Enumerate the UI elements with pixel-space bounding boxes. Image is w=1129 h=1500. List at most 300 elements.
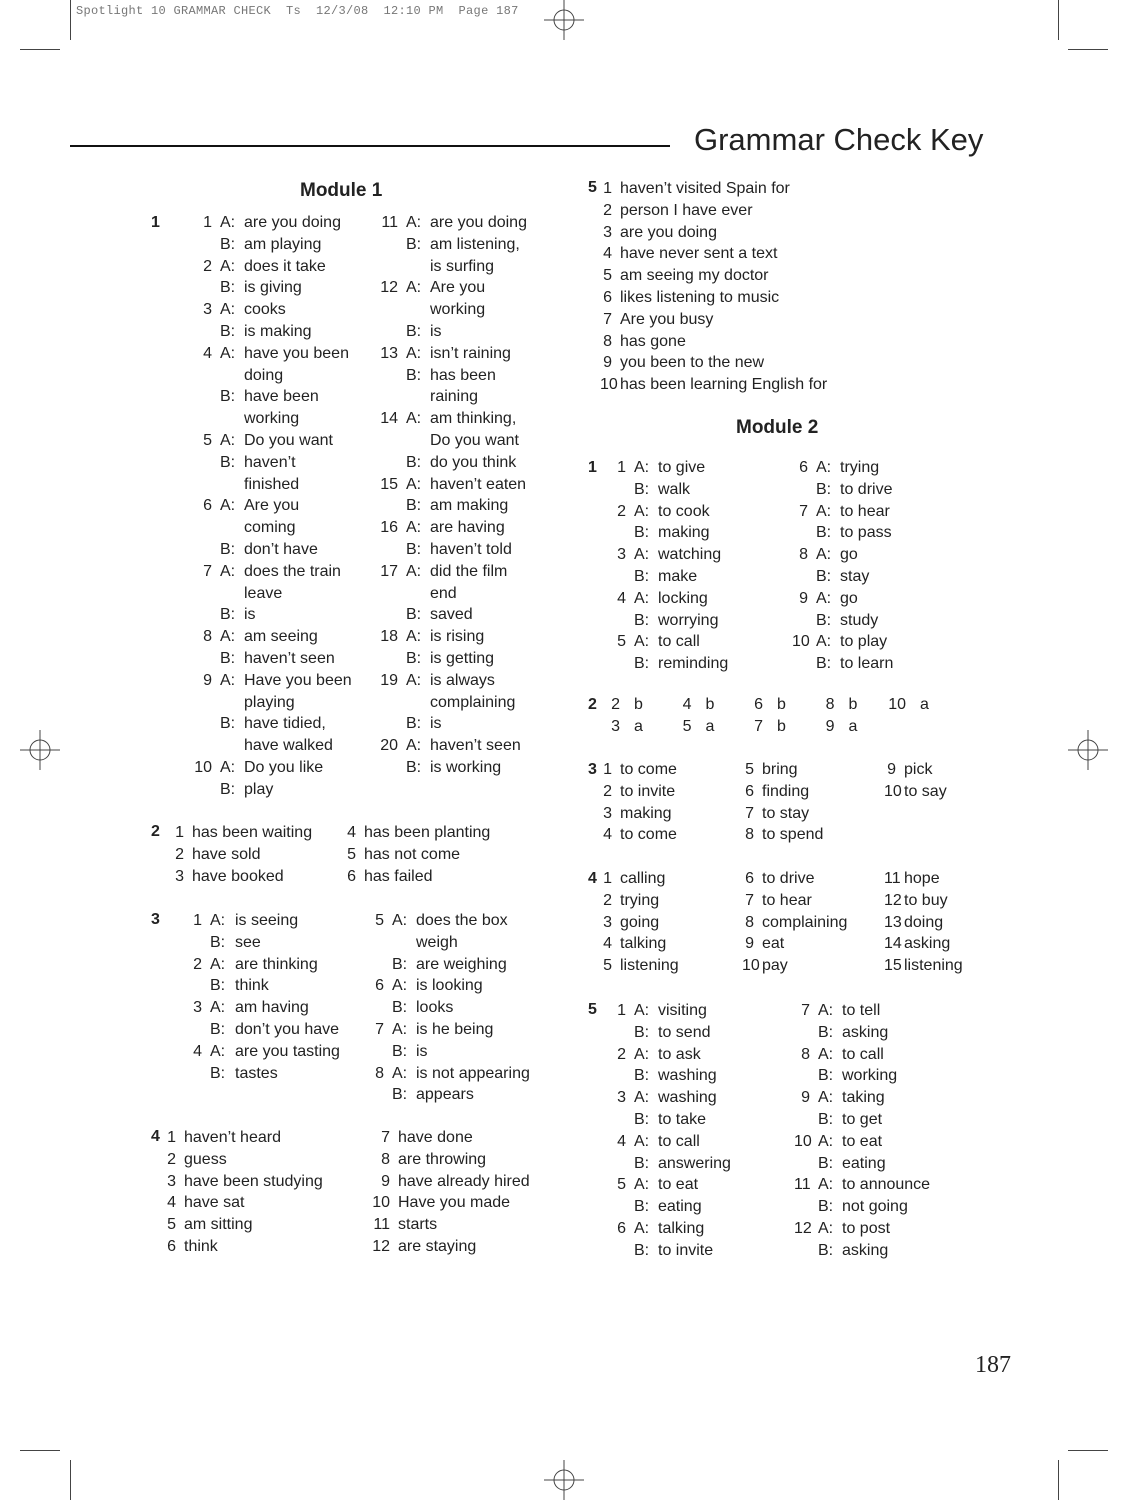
speaker-label: A:	[634, 502, 650, 520]
item-number: 8	[745, 913, 754, 931]
item-number: 12	[372, 1237, 390, 1255]
item-number: 4	[603, 935, 612, 953]
speaker-label: A:	[210, 912, 226, 929]
speaker-label: A:	[818, 1132, 834, 1150]
print-slug: Spotlight 10 GRAMMAR CHECK Ts 12/3/08 12:10 PM Page 187	[76, 4, 519, 18]
item-number: 8	[799, 546, 808, 564]
answer-text: cooks	[244, 301, 286, 319]
answer-text: talking	[658, 1219, 705, 1237]
speaker-label: B:	[406, 540, 422, 558]
module2-ex1-number: 1	[588, 459, 597, 476]
item-number: 6	[603, 288, 612, 306]
answer-text: has been planting	[364, 824, 491, 841]
speaker-label: B:	[634, 655, 650, 673]
answer-text: asking	[842, 1241, 889, 1259]
answer-text: to cook	[658, 502, 710, 520]
answer-text: working	[244, 410, 300, 428]
answer-text: are you doing	[430, 214, 527, 231]
item-number: 13	[380, 344, 398, 362]
answer-text: making	[620, 804, 672, 822]
answer-text: to invite	[658, 1241, 714, 1259]
speaker-label: A:	[818, 1176, 834, 1194]
answer-text: going	[620, 913, 660, 931]
speaker-label: A:	[220, 628, 236, 646]
answer-text: bring	[762, 761, 798, 778]
speaker-label: A:	[406, 344, 422, 362]
item-number: 7	[381, 1129, 390, 1146]
answer-text: to call	[658, 633, 700, 651]
answer-text: washing	[658, 1089, 717, 1107]
item-number: 9	[603, 354, 612, 372]
item-number: 5	[375, 912, 384, 929]
answer-text: answering	[658, 1154, 731, 1172]
answer-text: haven’t seen	[430, 737, 521, 755]
item-number: 9	[381, 1172, 390, 1190]
speaker-label: B:	[634, 1023, 650, 1041]
answer-text: to come	[620, 761, 677, 778]
item-number: 5	[682, 717, 692, 735]
item-number: 6	[745, 870, 754, 887]
speaker-label: A:	[220, 431, 236, 449]
answer-text: has gone	[620, 332, 686, 350]
speaker-label: B:	[210, 933, 226, 951]
speaker-label: B:	[816, 567, 832, 585]
answer-text: eating	[842, 1154, 886, 1172]
answer-text: a	[634, 717, 643, 735]
speaker-label: A:	[406, 737, 422, 755]
item-number: 4	[617, 589, 626, 607]
item-number: 1	[167, 1129, 176, 1146]
answer-text: trying	[620, 891, 660, 909]
answer-text: Have you made	[398, 1194, 511, 1212]
answer-text: have been	[244, 388, 319, 406]
answer-text: to announce	[842, 1176, 931, 1194]
module1-ex1-number: 1	[151, 214, 160, 231]
answer-text: haven’t told	[430, 540, 512, 558]
speaker-label: A:	[406, 519, 422, 537]
registration-mark-icon	[1068, 730, 1108, 770]
answer-text: to say	[904, 782, 947, 800]
answer-text: Do you want	[244, 431, 333, 449]
item-number: 9	[203, 671, 212, 689]
module1-title: Module 1	[300, 180, 383, 201]
crop-mark	[20, 1450, 60, 1451]
speaker-label: B:	[406, 497, 422, 515]
answer-text: a	[848, 717, 858, 735]
module1-ex4-number: 4	[151, 1128, 160, 1145]
answer-text: stay	[840, 567, 870, 585]
answer-text: haven’t seen	[244, 649, 335, 667]
answer-text: b	[848, 696, 858, 713]
answer-text: has not come	[364, 845, 461, 863]
speaker-label: B:	[634, 1067, 650, 1085]
item-number: 5	[347, 845, 356, 863]
speaker-label: A:	[220, 257, 236, 275]
answer-text: you been to the new	[620, 354, 765, 372]
answer-text: is making	[244, 322, 312, 340]
item-number: 11	[884, 870, 901, 887]
answer-text: are having	[430, 519, 505, 537]
speaker-label: A:	[210, 955, 226, 973]
speaker-label: A:	[818, 1002, 834, 1019]
item-number: 6	[799, 459, 808, 476]
answer-text: eating	[658, 1198, 702, 1216]
speaker-label: B:	[818, 1067, 834, 1085]
speaker-label: A:	[634, 1219, 650, 1237]
crop-mark	[70, 1460, 71, 1500]
module1-ex3-number: 3	[151, 911, 160, 928]
answer-text: working	[842, 1067, 898, 1085]
module1-ex2-number: 2	[151, 823, 160, 840]
answer-text: am making	[430, 497, 509, 515]
speaker-label: A:	[816, 633, 832, 651]
answer-text: to stay	[762, 804, 810, 822]
page-title: Grammar Check Key	[694, 122, 984, 157]
module2-ex3-number: 3	[588, 761, 597, 778]
answer-text: have walked	[244, 737, 333, 755]
item-number: 4	[603, 826, 612, 844]
registration-mark-icon	[20, 730, 60, 770]
speaker-label: A:	[220, 344, 236, 362]
item-number: 1	[175, 824, 184, 841]
item-number: 5	[617, 1176, 626, 1194]
item-number: 2	[611, 696, 620, 713]
item-number: 6	[745, 782, 754, 800]
item-number: 2	[603, 891, 612, 909]
speaker-label: B:	[634, 480, 650, 498]
speaker-label: B:	[634, 611, 650, 629]
speaker-label: B:	[220, 388, 236, 406]
answer-text: has been waiting	[192, 824, 313, 841]
speaker-label: A:	[634, 1132, 650, 1150]
answer-text: is he being	[416, 1020, 494, 1038]
item-number: 4	[603, 245, 612, 263]
item-number: 19	[380, 671, 398, 689]
answer-text: pick	[904, 761, 933, 778]
answer-text: are thinking	[235, 955, 318, 973]
answer-text: is	[430, 715, 442, 733]
answer-text: listening	[620, 957, 679, 975]
answer-text: doing	[904, 913, 944, 931]
answer-text: to hear	[840, 502, 890, 520]
speaker-label: A:	[634, 1089, 650, 1107]
answer-text: am seeing my doctor	[620, 267, 769, 285]
item-number: 14	[884, 935, 902, 953]
speaker-label: B:	[392, 1042, 408, 1060]
speaker-label: B:	[210, 1064, 226, 1082]
item-number: 1	[603, 870, 612, 887]
item-number: 7	[603, 310, 612, 328]
answer-text: listening	[904, 957, 963, 975]
answer-text: to give	[658, 459, 706, 476]
item-number: 8	[381, 1150, 390, 1168]
answer-text: am listening,	[430, 235, 520, 253]
speaker-label: B:	[392, 999, 408, 1017]
item-number: 7	[203, 562, 212, 580]
answer-text: have sat	[184, 1194, 245, 1212]
answer-text: doing	[244, 366, 284, 384]
item-number: 4	[167, 1194, 176, 1212]
item-number: 8	[375, 1064, 384, 1082]
answer-text: to ask	[658, 1045, 701, 1063]
answer-text: haven’t eaten	[430, 475, 527, 493]
speaker-label: B:	[220, 453, 236, 471]
answer-text: starts	[398, 1216, 438, 1234]
item-number: 3	[193, 999, 202, 1017]
item-number: 10	[194, 758, 212, 776]
speaker-label: A:	[634, 1045, 650, 1063]
answer-text: does the train	[244, 562, 341, 580]
answer-text: weigh	[416, 933, 458, 951]
answer-text: playing	[244, 693, 295, 711]
item-number: 15	[884, 957, 902, 975]
speaker-label: A:	[634, 1002, 650, 1019]
answer-text: to eat	[658, 1176, 699, 1194]
answer-text: making	[658, 524, 710, 542]
speaker-label: B:	[220, 235, 236, 253]
answer-text: to get	[842, 1110, 883, 1128]
answer-text: to take	[658, 1110, 707, 1128]
module2-ex4-number: 4	[588, 870, 597, 887]
answer-text: is seeing	[235, 912, 299, 929]
speaker-label: A:	[392, 1064, 408, 1082]
crop-mark	[1058, 1460, 1059, 1500]
item-number: 15	[380, 475, 398, 493]
speaker-label: B:	[818, 1241, 834, 1259]
speaker-label: A:	[392, 1020, 408, 1038]
answer-text: asking	[842, 1023, 889, 1041]
speaker-label: A:	[220, 497, 236, 515]
answer-text: person I have ever	[620, 201, 753, 219]
item-number: 2	[193, 955, 202, 973]
answer-text: to call	[842, 1045, 884, 1063]
answer-text: appears	[416, 1086, 474, 1104]
answer-text: to come	[620, 826, 677, 844]
answer-text: finding	[762, 782, 810, 800]
item-number: 6	[375, 977, 384, 995]
item-number: 12	[794, 1219, 812, 1237]
answer-text: a	[920, 696, 929, 713]
answer-text: is getting	[430, 649, 495, 667]
item-number: 1	[603, 180, 612, 197]
speaker-label: A:	[220, 758, 236, 776]
answer-text: think	[235, 977, 269, 995]
speaker-label: B:	[818, 1154, 834, 1172]
answer-text: have tidied,	[244, 715, 326, 733]
item-number: 6	[347, 867, 356, 885]
item-number: 5	[167, 1216, 176, 1234]
answer-text: haven’t heard	[184, 1129, 281, 1146]
speaker-label: B:	[634, 524, 650, 542]
item-number: 4	[203, 344, 212, 362]
item-number: 7	[745, 891, 754, 909]
item-number: 17	[380, 562, 398, 580]
answer-text: Do you want	[430, 431, 519, 449]
answer-text: worrying	[658, 611, 719, 629]
item-number: 20	[380, 737, 398, 755]
item-number: 12	[380, 279, 398, 297]
answer-text: are you doing	[244, 214, 341, 231]
answer-text: am seeing	[244, 628, 318, 646]
answer-text: tastes	[235, 1064, 278, 1082]
answer-text: are weighing	[416, 955, 507, 973]
answer-text: isn’t raining	[430, 344, 511, 362]
speaker-label: A:	[818, 1089, 834, 1107]
answer-text: see	[235, 933, 261, 951]
answer-text: finished	[244, 475, 300, 493]
item-number: 7	[745, 804, 754, 822]
item-number: 2	[203, 257, 212, 275]
answer-text: b	[777, 696, 786, 713]
speaker-label: A:	[634, 589, 650, 607]
speaker-label: B:	[392, 955, 408, 973]
answer-text: saved	[430, 606, 473, 624]
speaker-label: B:	[406, 649, 422, 667]
speaker-label: B:	[818, 1023, 834, 1041]
answer-text: is looking	[416, 977, 483, 995]
answer-text: raining	[430, 388, 479, 406]
speaker-label: B:	[406, 715, 422, 733]
item-number: 12	[884, 891, 902, 909]
answer-text: to spend	[762, 826, 824, 844]
answer-text: to tell	[842, 1002, 881, 1019]
item-number: 1	[193, 912, 202, 929]
item-number: 9	[801, 1089, 810, 1107]
item-number: 4	[617, 1132, 626, 1150]
item-number: 7	[375, 1020, 384, 1038]
item-number: 1	[203, 214, 212, 231]
answer-text: have you been	[244, 344, 349, 362]
answer-text: haven’t	[244, 453, 296, 471]
item-number: 6	[203, 497, 212, 515]
item-number: 3	[603, 223, 612, 241]
answer-text: is always	[430, 671, 495, 689]
answer-text: complaining	[430, 693, 516, 711]
answer-text: walk	[658, 480, 691, 498]
speaker-label: A:	[392, 912, 408, 929]
speaker-label: A:	[210, 1042, 226, 1060]
answer-text: to eat	[842, 1132, 883, 1150]
item-number: 11	[381, 214, 398, 231]
speaker-label: A:	[816, 502, 832, 520]
answer-text: to hear	[762, 891, 812, 909]
item-number: 10	[372, 1194, 390, 1212]
crop-mark	[70, 0, 71, 40]
item-number: 2	[603, 201, 612, 219]
answer-text: a	[705, 717, 715, 735]
speaker-label: A:	[406, 214, 422, 231]
speaker-label: B:	[818, 1198, 834, 1216]
speaker-label: A:	[220, 562, 236, 580]
answer-text: are throwing	[398, 1150, 487, 1168]
speaker-label: A:	[816, 459, 832, 476]
answer-text: leave	[244, 584, 283, 602]
speaker-label: A:	[816, 589, 832, 607]
answer-text: have booked	[192, 867, 284, 885]
answer-text: are staying	[398, 1237, 477, 1255]
item-number: 10	[884, 782, 902, 800]
answer-text: are you tasting	[235, 1042, 340, 1060]
speaker-label: A:	[818, 1045, 834, 1063]
item-number: 5	[203, 431, 212, 449]
item-number: 6	[754, 696, 763, 713]
answer-text: to learn	[840, 655, 894, 673]
speaker-label: A:	[816, 546, 832, 564]
speaker-label: B:	[816, 524, 832, 542]
answer-text: trying	[840, 459, 880, 476]
item-number: 7	[799, 502, 808, 520]
item-number: 1	[617, 1002, 626, 1019]
item-number: 8	[745, 826, 754, 844]
speaker-label: B:	[406, 322, 422, 340]
title-rule	[70, 145, 670, 147]
speaker-label: B:	[220, 540, 236, 558]
speaker-label: A:	[392, 977, 408, 995]
answer-text: locking	[658, 589, 708, 607]
item-number: 2	[167, 1150, 176, 1168]
crop-mark	[1068, 1450, 1108, 1451]
item-number: 3	[617, 546, 626, 564]
answer-text: to buy	[904, 891, 948, 909]
speaker-label: B:	[220, 279, 236, 297]
item-number: 18	[380, 628, 398, 646]
item-number: 4	[682, 696, 692, 713]
answer-text: end	[430, 584, 457, 602]
answer-text: taking	[842, 1089, 885, 1107]
speaker-label: A:	[406, 279, 422, 297]
speaker-label: B:	[634, 1241, 650, 1259]
answer-text: reminding	[658, 655, 729, 673]
item-number: 8	[203, 628, 212, 646]
speaker-label: A:	[406, 410, 422, 428]
item-number: 1	[617, 459, 626, 476]
item-number: 3	[611, 717, 620, 735]
answer-text: is giving	[244, 279, 302, 297]
answer-text: to send	[658, 1023, 711, 1041]
speaker-label: B:	[634, 1154, 650, 1172]
answer-text: have been studying	[184, 1172, 323, 1190]
item-number: 16	[380, 519, 398, 537]
answer-text: did the film	[430, 562, 508, 580]
speaker-label: B:	[816, 611, 832, 629]
speaker-label: A:	[634, 459, 650, 476]
speaker-label: B:	[634, 1198, 650, 1216]
item-number: 3	[603, 804, 612, 822]
answer-text: asking	[904, 935, 951, 953]
speaker-label: A:	[406, 671, 422, 689]
answer-text: likes listening to music	[620, 288, 780, 306]
answer-text: does the box	[416, 912, 508, 929]
answer-text: coming	[244, 519, 296, 537]
answer-text: to pass	[840, 524, 892, 542]
item-number: 5	[603, 957, 612, 975]
answer-text: visiting	[658, 1002, 707, 1019]
answer-text: Have you been	[244, 671, 352, 689]
speaker-label: A:	[406, 628, 422, 646]
item-number: 10	[794, 1132, 812, 1150]
item-number: 14	[380, 410, 398, 428]
answer-text: b	[634, 696, 643, 713]
item-number: 5	[745, 761, 754, 778]
registration-mark-icon	[544, 0, 584, 40]
answer-text: has been learning English for	[620, 376, 828, 394]
answer-text: has been	[430, 366, 496, 384]
speaker-label: B:	[406, 366, 422, 384]
answer-text: hope	[904, 870, 940, 887]
answer-text: Are you	[430, 279, 486, 297]
answer-text: working	[430, 301, 486, 319]
answer-text: have already hired	[398, 1172, 530, 1190]
